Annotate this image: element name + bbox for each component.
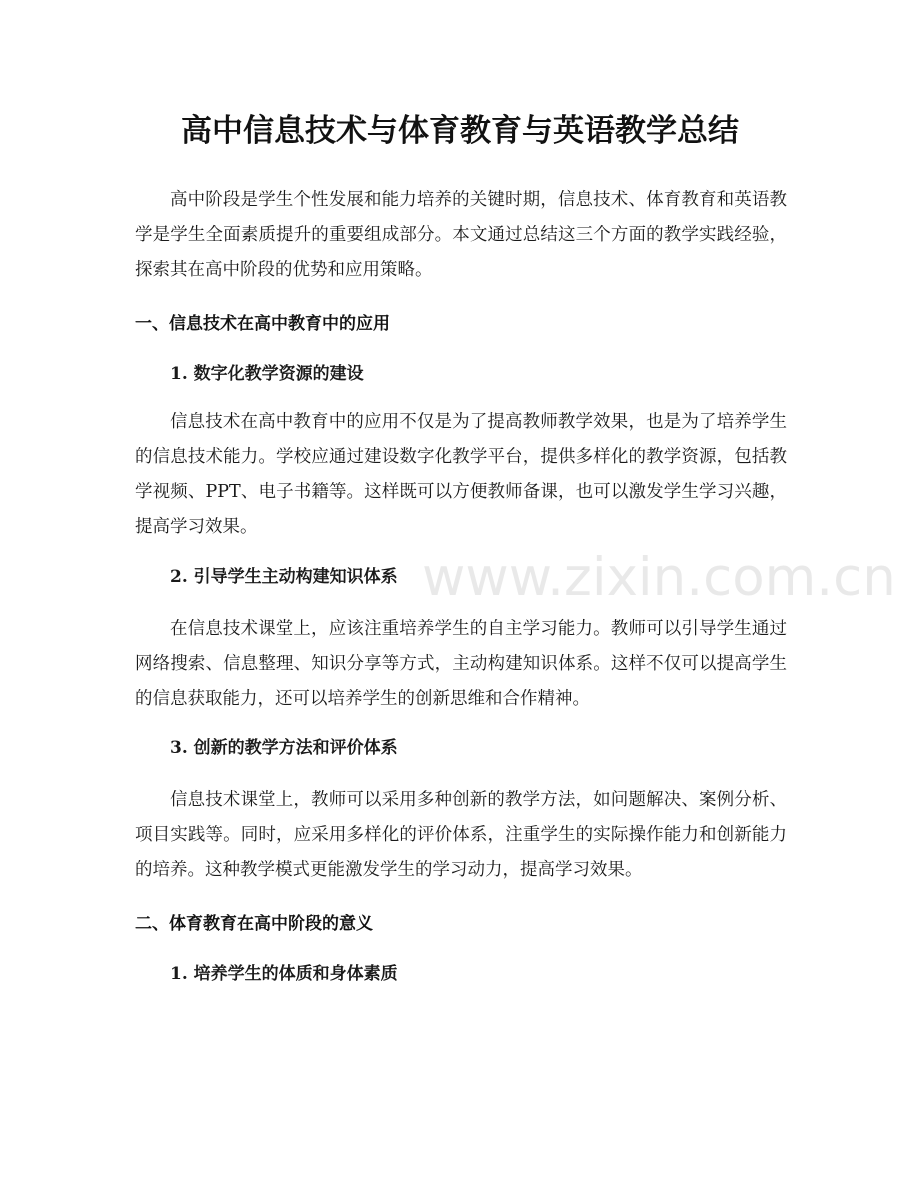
paragraph-1-3: 信息技术课堂上，教师可以采用多种创新的教学方法，如问题解决、案例分析、项目实践等。同时，应采用多样化的评价体系，注重学生的实际操作能力和创新能力的培养。这种教学模式更能激发学生的学习动力，提高学习效果。 [135, 790, 787, 880]
document-title: 高中信息技术与体育教育与英语教学总结 [181, 113, 739, 149]
section-heading-1: 一、信息技术在高中教育中的应用 [135, 314, 390, 334]
subheading-1-3: 3. 创新的教学方法和评价体系 [170, 738, 398, 758]
subheading-1-1: 1. 数字化教学资源的建设 [170, 364, 364, 384]
watermark: www.zixin.com.cn [422, 547, 896, 608]
section-heading-2: 二、体育教育在高中阶段的意义 [135, 914, 373, 934]
paragraph-1-1: 信息技术在高中教育中的应用不仅是为了提高教师教学效果，也是为了培养学生的信息技术能力。学校应通过建设数字化教学平台，提供多样化的教学资源，包括教学视频、PPT、电子书籍等。这样既可以方便教师备课，也可以激发学生学习兴趣，提高学习效果。 [135, 412, 787, 537]
subheading-1-2: 2. 引导学生主动构建知识体系 [170, 567, 398, 587]
intro-paragraph: 高中阶段是学生个性发展和能力培养的关键时期，信息技术、体育教育和英语教学是学生全面素质提升的重要组成部分。本文通过总结这三个方面的教学实践经验，探索其在高中阶段的优势和应用策略。 [135, 190, 787, 280]
paragraph-1-2: 在信息技术课堂上，应该注重培养学生的自主学习能力。教师可以引导学生通过网络搜索、信息整理、知识分享等方式，主动构建知识体系。这样不仅可以提高学生的信息获取能力，还可以培养学生的创新思维和合作精神。 [135, 619, 787, 709]
subheading-2-1: 1. 培养学生的体质和身体素质 [170, 964, 398, 984]
